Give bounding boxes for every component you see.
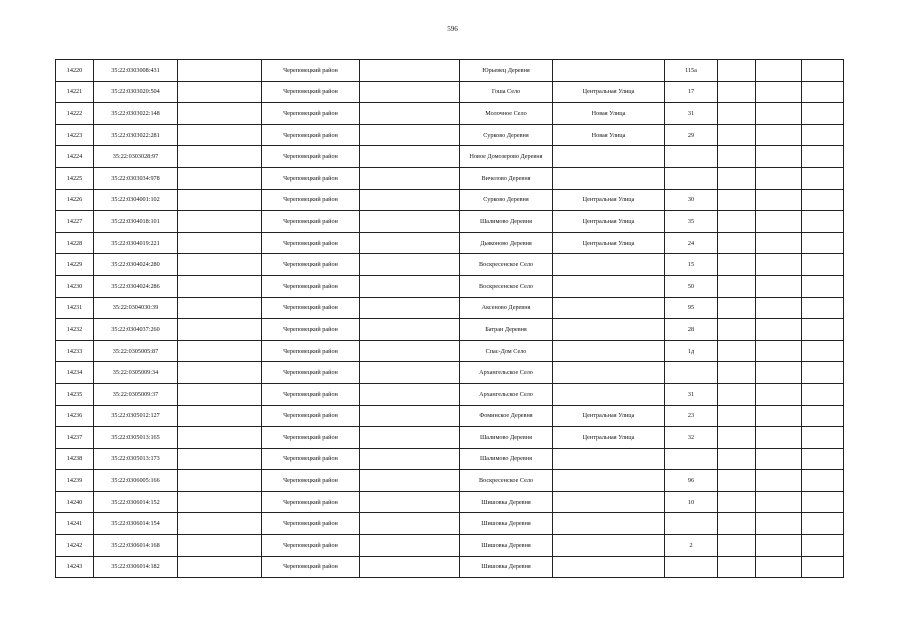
blank-cell [360, 319, 460, 341]
blank-cell [756, 427, 802, 449]
blank-cell [360, 211, 460, 233]
row-number-cell: 14229 [56, 254, 94, 276]
house-number-cell: 29 [665, 124, 718, 146]
house-number-cell: 95 [665, 297, 718, 319]
district-cell: Череповецкий район [262, 491, 360, 513]
blank-cell [178, 297, 262, 319]
blank-cell [360, 470, 460, 492]
house-number-cell [665, 362, 718, 384]
settlement-cell: Шалимово Деревня [460, 448, 553, 470]
blank-cell [360, 60, 460, 82]
row-number-cell: 14233 [56, 340, 94, 362]
table-row [56, 124, 844, 146]
settlement-cell: Молочное Село [460, 103, 553, 125]
blank-cell [178, 535, 262, 557]
row-number-cell: 14232 [56, 319, 94, 341]
blank-cell [802, 448, 844, 470]
blank-cell [802, 167, 844, 189]
blank-cell [178, 340, 262, 362]
row-number-cell: 14224 [56, 146, 94, 168]
cadastral-number-cell: 35:22:0303034:978 [94, 167, 178, 189]
district-cell: Череповецкий район [262, 60, 360, 82]
district-cell: Череповецкий район [262, 427, 360, 449]
street-cell: Новая Улица [553, 124, 665, 146]
street-cell [553, 513, 665, 535]
settlement-cell: Воскресенское Село [460, 275, 553, 297]
row-number-cell: 14235 [56, 383, 94, 405]
blank-cell [802, 491, 844, 513]
blank-cell [802, 556, 844, 578]
registry-table [55, 59, 844, 578]
district-cell: Череповецкий район [262, 340, 360, 362]
blank-cell [178, 167, 262, 189]
street-cell [553, 556, 665, 578]
table-row [56, 340, 844, 362]
cadastral-number-cell: 35:22:0306014:182 [94, 556, 178, 578]
house-number-cell [665, 513, 718, 535]
blank-cell [802, 470, 844, 492]
blank-cell [718, 124, 756, 146]
blank-cell [802, 146, 844, 168]
cadastral-number-cell: 35:22:0304037:260 [94, 319, 178, 341]
blank-cell [360, 232, 460, 254]
blank-cell [756, 81, 802, 103]
blank-cell [360, 383, 460, 405]
blank-cell [756, 405, 802, 427]
blank-cell [178, 427, 262, 449]
blank-cell [756, 383, 802, 405]
blank-cell [756, 297, 802, 319]
blank-cell [756, 448, 802, 470]
blank-cell [756, 513, 802, 535]
street-cell [553, 297, 665, 319]
house-number-cell: 15 [665, 254, 718, 276]
blank-cell [718, 167, 756, 189]
row-number-cell: 14243 [56, 556, 94, 578]
blank-cell [718, 232, 756, 254]
blank-cell [178, 319, 262, 341]
settlement-cell: Батран Деревня [460, 319, 553, 341]
blank-cell [802, 319, 844, 341]
table-row [56, 470, 844, 492]
district-cell: Череповецкий район [262, 211, 360, 233]
blank-cell [178, 232, 262, 254]
table-row [56, 556, 844, 578]
blank-cell [360, 535, 460, 557]
blank-cell [802, 427, 844, 449]
blank-cell [178, 491, 262, 513]
blank-cell [360, 556, 460, 578]
house-number-cell: 30 [665, 189, 718, 211]
blank-cell [802, 60, 844, 82]
table-row [56, 60, 844, 82]
row-number-cell: 14221 [56, 81, 94, 103]
street-cell [553, 362, 665, 384]
table-row [56, 146, 844, 168]
table-row [56, 362, 844, 384]
district-cell: Череповецкий район [262, 556, 360, 578]
blank-cell [756, 491, 802, 513]
blank-cell [756, 470, 802, 492]
cadastral-number-cell: 35:22:0305013:173 [94, 448, 178, 470]
cadastral-number-cell: 35:22:0304024:280 [94, 254, 178, 276]
district-cell: Череповецкий район [262, 124, 360, 146]
blank-cell [802, 535, 844, 557]
table-row [56, 491, 844, 513]
blank-cell [178, 254, 262, 276]
row-number-cell: 14223 [56, 124, 94, 146]
house-number-cell: 35 [665, 211, 718, 233]
blank-cell [718, 513, 756, 535]
blank-cell [802, 383, 844, 405]
house-number-cell [665, 448, 718, 470]
settlement-cell: Аксеново Деревня [460, 297, 553, 319]
cadastral-number-cell: 35:22:0305009:34 [94, 362, 178, 384]
blank-cell [718, 60, 756, 82]
district-cell: Череповецкий район [262, 275, 360, 297]
blank-cell [718, 146, 756, 168]
blank-cell [178, 275, 262, 297]
blank-cell [802, 405, 844, 427]
blank-cell [756, 103, 802, 125]
blank-cell [178, 448, 262, 470]
blank-cell [718, 103, 756, 125]
row-number-cell: 14225 [56, 167, 94, 189]
blank-cell [360, 146, 460, 168]
district-cell: Череповецкий район [262, 405, 360, 427]
blank-cell [802, 81, 844, 103]
street-cell: Центральная Улица [553, 211, 665, 233]
district-cell: Череповецкий район [262, 319, 360, 341]
row-number-cell: 14231 [56, 297, 94, 319]
cadastral-number-cell: 35:22:0304001:102 [94, 189, 178, 211]
blank-cell [718, 254, 756, 276]
blank-cell [178, 146, 262, 168]
blank-cell [718, 189, 756, 211]
blank-cell [802, 103, 844, 125]
table-row [56, 189, 844, 211]
house-number-cell: 31 [665, 383, 718, 405]
blank-cell [178, 362, 262, 384]
table-row [56, 167, 844, 189]
blank-cell [756, 275, 802, 297]
settlement-cell: Гоша Село [460, 81, 553, 103]
blank-cell [756, 60, 802, 82]
blank-cell [802, 211, 844, 233]
blank-cell [718, 535, 756, 557]
table-row [56, 383, 844, 405]
street-cell [553, 470, 665, 492]
blank-cell [802, 297, 844, 319]
blank-cell [178, 124, 262, 146]
street-cell [553, 340, 665, 362]
street-cell [553, 319, 665, 341]
table-row [56, 297, 844, 319]
cadastral-number-cell: 35:22:0303022:281 [94, 124, 178, 146]
house-number-cell: 10 [665, 491, 718, 513]
row-number-cell: 14227 [56, 211, 94, 233]
blank-cell [178, 383, 262, 405]
blank-cell [718, 319, 756, 341]
house-number-cell: 2 [665, 535, 718, 557]
cadastral-number-cell: 35:22:0304030:39 [94, 297, 178, 319]
settlement-cell: Шишовка Деревня [460, 513, 553, 535]
street-cell: Центральная Улица [553, 405, 665, 427]
street-cell: Центральная Улица [553, 232, 665, 254]
street-cell [553, 275, 665, 297]
district-cell: Череповецкий район [262, 470, 360, 492]
district-cell: Череповецкий район [262, 81, 360, 103]
table-body [56, 60, 844, 578]
street-cell [553, 167, 665, 189]
cadastral-number-cell: 35:22:0306014:152 [94, 491, 178, 513]
blank-cell [756, 211, 802, 233]
row-number-cell: 14222 [56, 103, 94, 125]
blank-cell [802, 340, 844, 362]
blank-cell [360, 103, 460, 125]
blank-cell [802, 254, 844, 276]
blank-cell [718, 211, 756, 233]
cadastral-number-cell: 35:22:0304024:286 [94, 275, 178, 297]
house-number-cell [665, 146, 718, 168]
district-cell: Череповецкий район [262, 232, 360, 254]
table-row [56, 405, 844, 427]
street-cell [553, 535, 665, 557]
blank-cell [360, 513, 460, 535]
table-row [56, 211, 844, 233]
district-cell: Череповецкий район [262, 146, 360, 168]
blank-cell [718, 81, 756, 103]
blank-cell [178, 556, 262, 578]
blank-cell [718, 427, 756, 449]
blank-cell [178, 513, 262, 535]
cadastral-number-cell: 35:22:0306014:154 [94, 513, 178, 535]
cadastral-number-cell: 35:22:0305013:165 [94, 427, 178, 449]
blank-cell [802, 189, 844, 211]
blank-cell [802, 513, 844, 535]
settlement-cell: Фоминское Деревня [460, 405, 553, 427]
blank-cell [360, 189, 460, 211]
settlement-cell: Архангельское Село [460, 362, 553, 384]
blank-cell [360, 297, 460, 319]
table-row [56, 427, 844, 449]
table-row [56, 81, 844, 103]
blank-cell [756, 362, 802, 384]
blank-cell [718, 362, 756, 384]
blank-cell [360, 275, 460, 297]
street-cell: Центральная Улица [553, 427, 665, 449]
settlement-cell: Дьяконово Деревня [460, 232, 553, 254]
blank-cell [360, 491, 460, 513]
blank-cell [756, 124, 802, 146]
row-number-cell: 14220 [56, 60, 94, 82]
cadastral-number-cell: 35:22:0305012:127 [94, 405, 178, 427]
row-number-cell: 14241 [56, 513, 94, 535]
settlement-cell: Юрьевец Деревня [460, 60, 553, 82]
blank-cell [360, 362, 460, 384]
blank-cell [718, 448, 756, 470]
blank-cell [178, 405, 262, 427]
blank-cell [360, 124, 460, 146]
cadastral-number-cell: 35:22:0303008:431 [94, 60, 178, 82]
page-number: 596 [447, 25, 458, 33]
row-number-cell: 14242 [56, 535, 94, 557]
blank-cell [718, 340, 756, 362]
house-number-cell: 115а [665, 60, 718, 82]
blank-cell [360, 405, 460, 427]
blank-cell [178, 470, 262, 492]
house-number-cell [665, 556, 718, 578]
blank-cell [718, 556, 756, 578]
settlement-cell: Воскресенское Село [460, 470, 553, 492]
row-number-cell: 14240 [56, 491, 94, 513]
street-cell: Центральная Улица [553, 81, 665, 103]
settlement-cell: Шишовка Деревня [460, 491, 553, 513]
settlement-cell: Вичелово Деревня [460, 167, 553, 189]
settlement-cell: Шишовка Деревня [460, 535, 553, 557]
house-number-cell: 50 [665, 275, 718, 297]
street-cell [553, 254, 665, 276]
district-cell: Череповецкий район [262, 167, 360, 189]
blank-cell [756, 340, 802, 362]
district-cell: Череповецкий район [262, 535, 360, 557]
cadastral-number-cell: 35:22:0303028:97 [94, 146, 178, 168]
street-cell [553, 448, 665, 470]
house-number-cell: 28 [665, 319, 718, 341]
blank-cell [360, 167, 460, 189]
table-row [56, 103, 844, 125]
table-row [56, 319, 844, 341]
blank-cell [718, 297, 756, 319]
table-row [56, 513, 844, 535]
cadastral-number-cell: 35:22:0303020:504 [94, 81, 178, 103]
cadastral-number-cell: 35:22:0304019:221 [94, 232, 178, 254]
table-row [56, 232, 844, 254]
settlement-cell: Шалимово Деревня [460, 211, 553, 233]
settlement-cell: Шалимово Деревня [460, 427, 553, 449]
house-number-cell: 32 [665, 427, 718, 449]
blank-cell [360, 427, 460, 449]
row-number-cell: 14236 [56, 405, 94, 427]
district-cell: Череповецкий район [262, 513, 360, 535]
settlement-cell: Спас-Дом Село [460, 340, 553, 362]
row-number-cell: 14237 [56, 427, 94, 449]
settlement-cell: Сурково Деревня [460, 124, 553, 146]
blank-cell [756, 556, 802, 578]
settlement-cell: Новое Домозерово Деревня [460, 146, 553, 168]
settlement-cell: Шишовка Деревня [460, 556, 553, 578]
street-cell [553, 383, 665, 405]
street-cell [553, 60, 665, 82]
row-number-cell: 14228 [56, 232, 94, 254]
district-cell: Череповецкий район [262, 448, 360, 470]
cadastral-number-cell: 35:22:0306014:168 [94, 535, 178, 557]
blank-cell [802, 362, 844, 384]
blank-cell [718, 383, 756, 405]
row-number-cell: 14234 [56, 362, 94, 384]
blank-cell [360, 81, 460, 103]
district-cell: Череповецкий район [262, 254, 360, 276]
blank-cell [756, 319, 802, 341]
blank-cell [802, 275, 844, 297]
row-number-cell: 14239 [56, 470, 94, 492]
cadastral-number-cell: 35:22:0303022:148 [94, 103, 178, 125]
house-number-cell: 31 [665, 103, 718, 125]
blank-cell [756, 254, 802, 276]
blank-cell [178, 103, 262, 125]
settlement-cell: Воскресенское Село [460, 254, 553, 276]
street-cell: Центральная Улица [553, 189, 665, 211]
blank-cell [178, 60, 262, 82]
cadastral-number-cell: 35:22:0304018:101 [94, 211, 178, 233]
settlement-cell: Сурково Деревня [460, 189, 553, 211]
district-cell: Череповецкий район [262, 383, 360, 405]
cadastral-number-cell: 35:22:0306005:166 [94, 470, 178, 492]
settlement-cell: Архангельское Село [460, 383, 553, 405]
cadastral-number-cell: 35:22:0305009:37 [94, 383, 178, 405]
house-number-cell: 17 [665, 81, 718, 103]
table-row [56, 448, 844, 470]
district-cell: Череповецкий район [262, 297, 360, 319]
blank-cell [718, 470, 756, 492]
house-number-cell [665, 167, 718, 189]
table-row [56, 535, 844, 557]
table-row [56, 254, 844, 276]
blank-cell [360, 254, 460, 276]
blank-cell [360, 448, 460, 470]
house-number-cell: 96 [665, 470, 718, 492]
blank-cell [178, 211, 262, 233]
district-cell: Череповецкий район [262, 189, 360, 211]
blank-cell [756, 232, 802, 254]
blank-cell [718, 275, 756, 297]
blank-cell [756, 535, 802, 557]
district-cell: Череповецкий район [262, 103, 360, 125]
row-number-cell: 14230 [56, 275, 94, 297]
street-cell [553, 146, 665, 168]
cadastral-number-cell: 35:22:0305005:87 [94, 340, 178, 362]
blank-cell [756, 146, 802, 168]
blank-cell [756, 167, 802, 189]
house-number-cell: 1д [665, 340, 718, 362]
row-number-cell: 14238 [56, 448, 94, 470]
blank-cell [718, 491, 756, 513]
street-cell: Новая Улица [553, 103, 665, 125]
blank-cell [178, 189, 262, 211]
blank-cell [178, 81, 262, 103]
street-cell [553, 491, 665, 513]
district-cell: Череповецкий район [262, 362, 360, 384]
house-number-cell: 23 [665, 405, 718, 427]
blank-cell [802, 124, 844, 146]
blank-cell [756, 189, 802, 211]
house-number-cell: 24 [665, 232, 718, 254]
blank-cell [802, 232, 844, 254]
row-number-cell: 14226 [56, 189, 94, 211]
table-row [56, 275, 844, 297]
blank-cell [718, 405, 756, 427]
blank-cell [360, 340, 460, 362]
